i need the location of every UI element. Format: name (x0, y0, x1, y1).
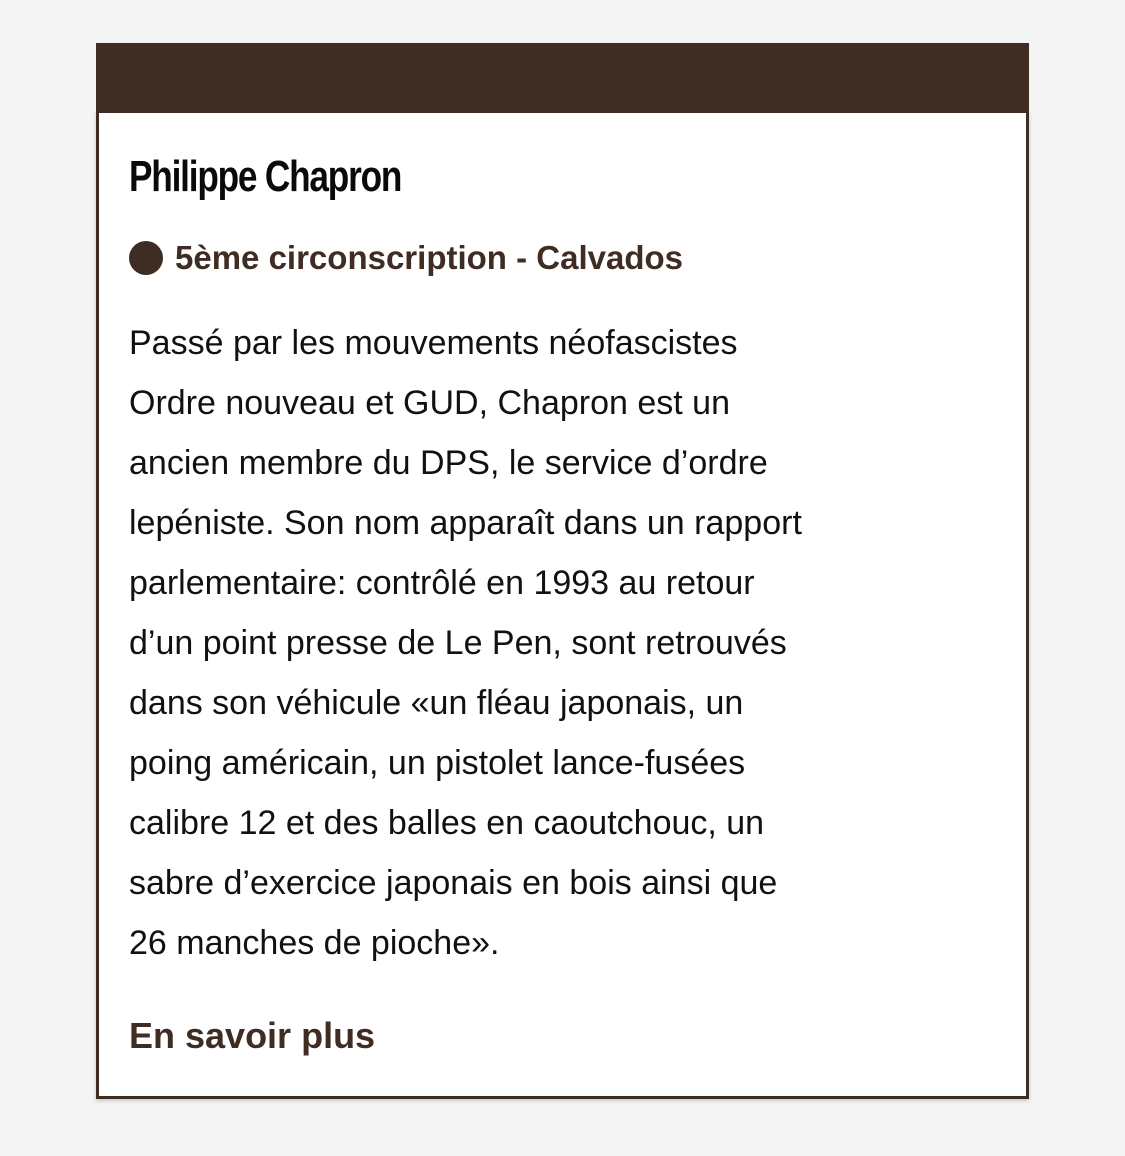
description-line: dans son véhicule «un fléau japonais, un (129, 684, 744, 722)
description-line: sabre d’exercice japonais en bois ainsi que (129, 864, 778, 902)
candidate-card (96, 110, 1029, 1099)
filled-circle-icon (129, 241, 163, 275)
description-line: parlementaire: contrôlé en 1993 au retour (129, 564, 755, 602)
description-line: lepéniste. Son nom apparaît dans un rapport (129, 504, 802, 542)
card-header-bar (96, 43, 1029, 115)
description-line: 26 manches de pioche». (129, 924, 500, 962)
description-line: calibre 12 et des balles en caoutchouc, un (129, 804, 765, 842)
candidate-name: Philippe Chapron (129, 152, 402, 201)
description-line: Passé par les mouvements néofascistes (129, 324, 738, 362)
read-more-link[interactable]: En savoir plus (129, 1015, 376, 1056)
description-line: ancien membre du DPS, le service d’ordre (129, 444, 768, 482)
description-line: d’un point presse de Le Pen, sont retrouvés (129, 624, 787, 662)
circonscription-row (129, 236, 683, 280)
circonscription-label: 5ème circonscription - Calvados (175, 239, 684, 276)
candidate-description (129, 313, 1009, 973)
description-line: poing américain, un pistolet lance-fusées (129, 744, 746, 782)
description-line: Ordre nouveau et GUD, Chapron est un (129, 384, 730, 422)
